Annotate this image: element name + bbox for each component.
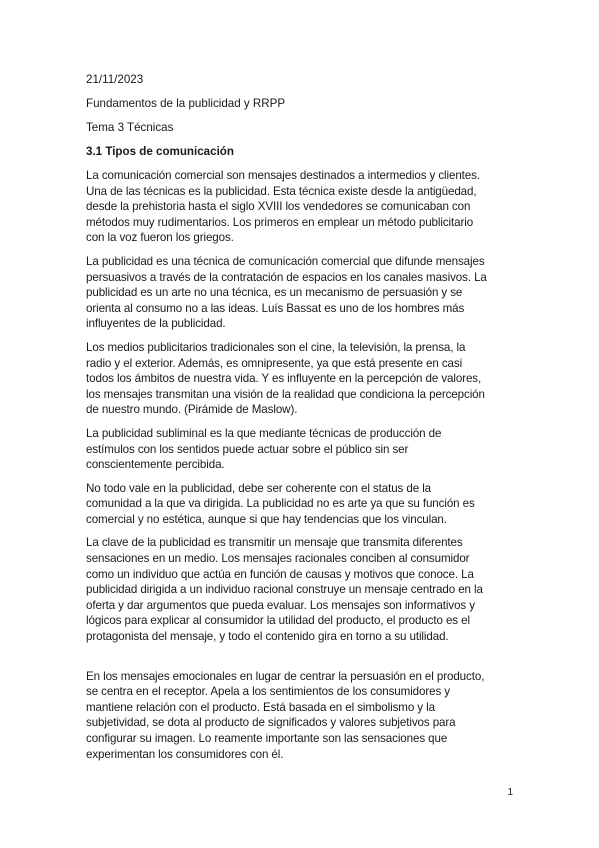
text-line: Los medios publicitarios tradicionales son el cine, la televisión, la prensa, la bbox=[86, 340, 466, 354]
text-line: La publicidad es una técnica de comunicación comercial que difunde mensajes bbox=[86, 254, 485, 268]
text-line: todos los ámbitos de nuestra vida. Y es influyente en la percepción de valores, bbox=[86, 372, 482, 386]
text-line: publicidad dirigida a un individuo racional construye un mensaje centrado en la bbox=[86, 583, 483, 597]
text-line: comercial y no estética, aunque si que hay tendencias que los vinculan. bbox=[86, 512, 447, 526]
section-heading: 3.1 Tipos de comunicación bbox=[86, 145, 234, 158]
page-number: 1 bbox=[507, 787, 513, 798]
text-line: configurar su imagen. Lo reamente importante son las sensaciones que bbox=[86, 732, 448, 745]
text-line: No todo vale en la publicidad, debe ser coherente con el status de la bbox=[86, 481, 432, 495]
page-content bbox=[86, 72, 516, 770]
text-line: publicidad es un arte no una técnica, es un mecanismo de persuasión y se bbox=[86, 286, 463, 300]
text-line: experimentan los consumidores con él. bbox=[86, 747, 284, 761]
paragraph-5 bbox=[86, 481, 516, 528]
text-line: comunidad a la que va dirigida. La publicidad no es arte ya que su función es bbox=[86, 497, 475, 511]
text-line: subjetividad, se dota al producto de significados y valores subjetivos para bbox=[86, 716, 456, 730]
text-line: persuasivos a través de la contratación de espacios en los canales masivos. La bbox=[86, 270, 487, 284]
paragraph-6 bbox=[86, 535, 516, 644]
text-line: La clave de la publicidad es transmitir un mensaje que transmita diferentes bbox=[86, 536, 463, 550]
blank-line bbox=[86, 653, 516, 669]
text-line: con la voz fueron los griegos. bbox=[86, 231, 234, 245]
text-line: métodos muy rudimentarios. Los primeros en emplear un método publicitario bbox=[86, 215, 474, 229]
paragraph-7 bbox=[86, 669, 516, 763]
text-line: Una de las técnicas es la publicidad. Esta técnica existe desde la antigüedad, bbox=[86, 184, 477, 198]
date-line: 21/11/2023 bbox=[86, 73, 144, 86]
text-line: oferta y dar argumentos que pueda evaluar. Los mensajes son informativos y bbox=[86, 598, 475, 612]
paragraph-3 bbox=[86, 340, 516, 418]
text-line: protagonista del mensaje, y todo el contenido gira en torno a su utilidad. bbox=[86, 630, 449, 644]
paragraph-2 bbox=[86, 254, 516, 332]
topic-title: Tema 3 Técnicas bbox=[86, 121, 174, 134]
text-line: mantiene relación con el producto. Está basada en el simbolismo y la bbox=[86, 700, 435, 714]
text-line: En los mensajes emocionales en lugar de centrar la persuasión en el producto, bbox=[86, 669, 485, 683]
text-line: los mensajes transmitan una visión de la realidad que condiciona la percepción bbox=[86, 387, 485, 401]
text-line: estímulos con los sentidos puede actuar sobre el público sin ser bbox=[86, 442, 409, 456]
text-line: sensaciones en un medio. Los mensajes racionales conciben al consumidor bbox=[86, 552, 470, 566]
text-line: se centra en el receptor. Apela a los sentimientos de los consumidores y bbox=[86, 685, 451, 699]
paragraph-4 bbox=[86, 426, 516, 473]
text-line: lógicos para explicar al consumidor la utilidad del producto, el producto es el bbox=[86, 614, 470, 628]
text-line: La comunicación comercial son mensajes destinados a intermedios y clientes. bbox=[86, 169, 480, 182]
text-line: como un individuo que actúa en función de causas y motivos que conoce. La bbox=[86, 567, 474, 581]
course-title: Fundamentos de la publicidad y RRPP bbox=[86, 97, 286, 110]
text-line: influyentes de la publicidad. bbox=[86, 317, 226, 331]
text-line: conscientemente percibida. bbox=[86, 458, 225, 472]
text-line: La publicidad subliminal es la que mediante técnicas de producción de bbox=[86, 426, 442, 440]
text-line: radio y el exterior. Además, es omnipresente, ya que está presente en casi bbox=[86, 356, 463, 370]
text-line: desde la prehistoria hasta el siglo XVIII los vendedores se comunicaban con bbox=[86, 200, 471, 214]
text-line: de nuestro mundo. (Pirámide de Maslow). bbox=[86, 403, 298, 417]
text-line: orienta al consumo no a las ideas. Luís Bassat es uno de los hombres más bbox=[86, 301, 465, 315]
paragraph-1 bbox=[86, 168, 516, 246]
